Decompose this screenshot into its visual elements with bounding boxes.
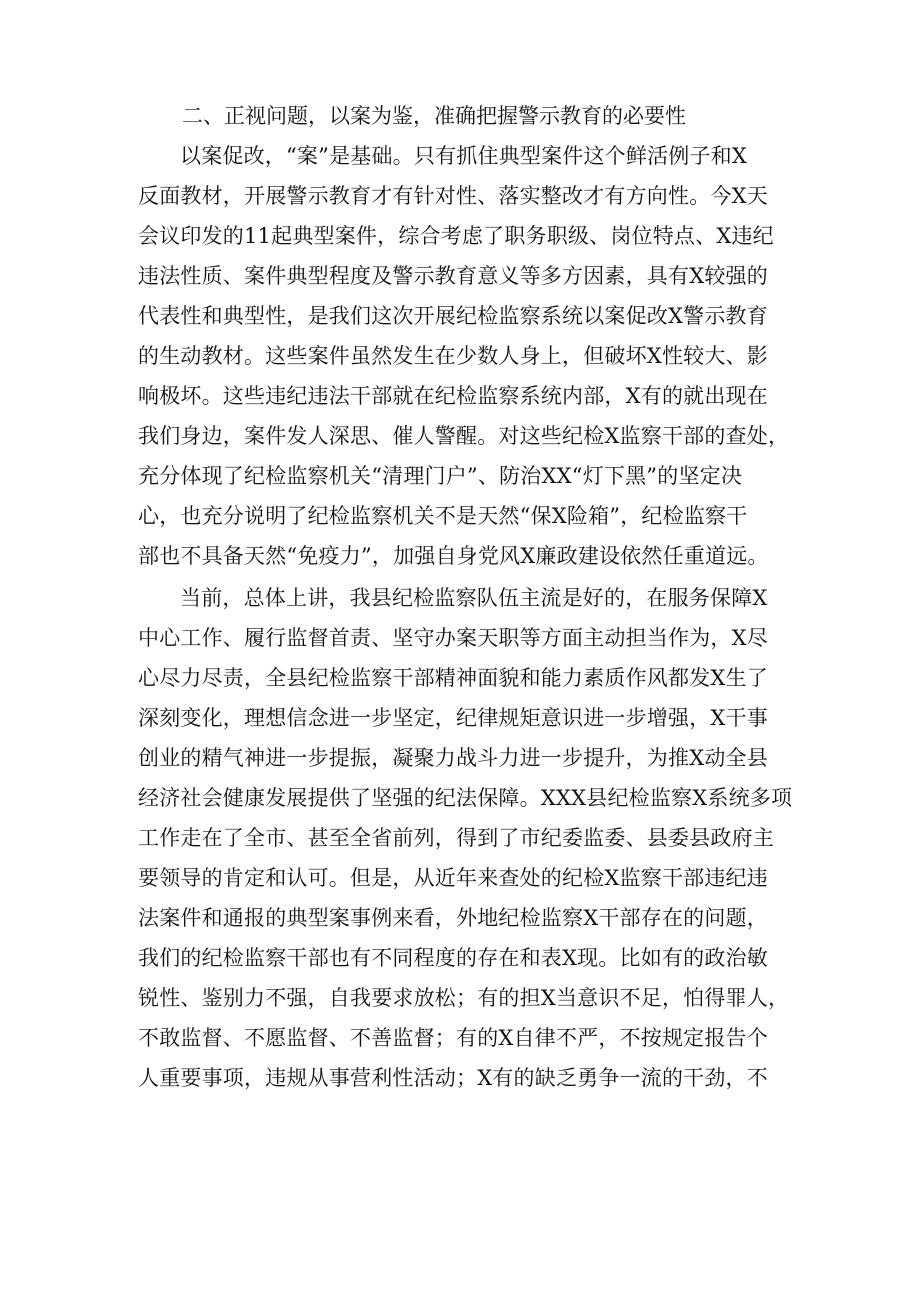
paragraph-line: 的生动教材。这些案件虽然发生在少数人身上，但破坏X性较大、影 [138, 344, 768, 368]
paragraph-line: 心尽力尽责，全县纪检监察干部精神面貌和能力素质作风都发X生了 [138, 666, 768, 690]
paragraph-line: 违法性质、案件典型程度及警示教育意义等多方因素，具有X较强的 [138, 264, 768, 288]
paragraph-line: 中心工作、履行监督首责、坚守办案天职等方面主动担当作为，X尽 [138, 626, 768, 650]
paragraph-line: 要领导的肯定和认可。但是，从近年来查处的纪检X监察干部违纪违 [138, 866, 768, 890]
paragraph-line: 不敢监督、不愿监督、不善监督；有的X自律不严，不按规定报告个 [138, 1026, 768, 1050]
paragraph-line: 当前，总体上讲，我县纪检监察队伍主流是好的，在服务保障X [180, 586, 768, 610]
paragraph-line: 部也不具备天然“免疫力”，加强自身党风X廉政建设依然任重道远。 [138, 544, 769, 568]
paragraph-line: 我们身边，案件发人深思、催人警醒。对这些纪检X监察干部的查处， [138, 424, 790, 448]
paragraph-line: 深刻变化，理想信念进一步坚定，纪律规矩意识进一步增强，X干事 [138, 706, 768, 730]
paragraph-case-reform [138, 136, 790, 576]
section-heading: 二、正视问题，以案为鉴，准确把握警示教育的必要性 [182, 104, 686, 128]
paragraph-line: 响极坏。这些违纪违法干部就在纪检监察系统内部，X有的就出现在 [138, 384, 768, 408]
paragraph-line: 创业的精气神进一步提振，凝聚力战斗力进一步提升，为推X动全县 [138, 746, 768, 770]
paragraph-line: 充分体现了纪检监察机关“清理门户”、防治XX“灯下黑”的坚定决 [138, 464, 743, 488]
paragraph-line: 工作走在了全市、甚至全省前列，得到了市纪委监委、县委县政府主 [138, 826, 774, 850]
paragraph-line: 代表性和典型性，是我们这次开展纪检监察系统以案促改X警示教育 [138, 304, 768, 328]
paragraph-line: 会议印发的11起典型案件，综合考虑了职务职级、岗位特点、X违纪 [138, 224, 774, 248]
paragraph-current-situation [138, 578, 793, 1098]
paragraph-line: 经济社会健康发展提供了坚强的纪法保障。XXX县纪检监察X系统多项 [138, 786, 793, 810]
paragraph-line: 心，也充分说明了纪检监察机关不是天然“保X险箱”，纪检监察干 [138, 504, 748, 528]
paragraph-line: 反面教材，开展警示教育才有针对性、落实整改才有方向性。今X天 [138, 184, 768, 208]
document-body [138, 96, 793, 1098]
paragraph-line: 我们的纪检监察干部也有不同程度的存在和表X现。比如有的政治敏 [138, 946, 768, 970]
paragraph-line: 法案件和通报的典型案事例来看，外地纪检监察X干部存在的问题， [138, 906, 768, 930]
paragraph-line: 锐性、鉴别力不强，自我要求放松；有的担X当意识不足，怕得罪人， [138, 986, 790, 1010]
paragraph-line: 以案促改，“案”是基础。只有抓住典型案件这个鲜活例子和X [180, 144, 748, 168]
paragraph-line: 人重要事项，违规从事营利性活动；X有的缺乏勇争一流的干劲，不 [138, 1066, 768, 1090]
